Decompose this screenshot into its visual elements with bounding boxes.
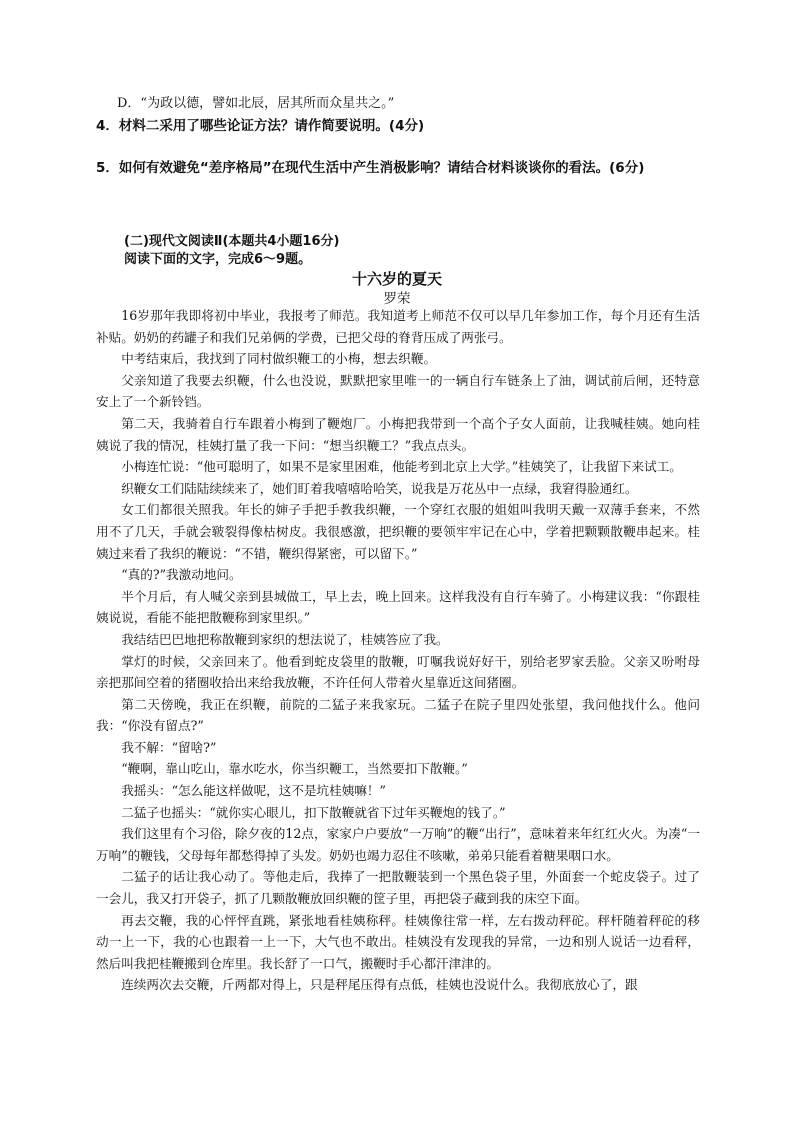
paragraph: 再去交鞭，我的心怦怦直跳，紧张地看桂姨称秤。桂姨像往常一样，左右拨动秤砣。秤杆随着秤砣的移动一上一下，我的心也跟着一上一下，大气也不敢出。桂姨没有发现我的异常，一边和别人说话一边看秤，然后叫我把桂鞭搬到仓库里。我长舒了一口气，搬鞭时手心都汗津津的。 xyxy=(96,912,700,971)
option-d: D．“为政以德，譬如北辰，居其所而众星共之。” xyxy=(117,96,395,111)
paragraph: 16岁那年我即将初中毕业，我报考了师范。我知道考上师范不仅可以早几年参加工作，每个月还有生活补贴。奶奶的药罐子和我们兄弟俩的学费，已把父母的脊背压成了两张弓。 xyxy=(96,308,700,345)
paragraph: 女工们都很关照我。年长的婶子手把手教我织鞭，一个穿红衣服的姐姐叫我明天戴一双薄手套来，不然用不了几天，手就会皲裂得像枯树皮。我很感激，把织鞭的要领牢牢记在心中，学着把颗颗散鞭串起来。桂姨过来看了我织的鞭说：“不错，鞭织得紧密，可以留下。” xyxy=(96,502,700,561)
paragraph: “鞭啊，靠山吃山，靠水吃水，你当织鞭工，当然要扣下散鞭。” xyxy=(121,761,468,777)
paragraph: 掌灯的时候，父亲回来了。他看到蛇皮袋里的散鞭，叮嘱我说好好干，别给老罗家丢脸。父亲又吩咐母亲把那间空着的猪圈收拾出来给我放鞭，不许任何人带着火星靠近这间猪圈。 xyxy=(96,653,700,691)
paragraph: “真的?”我激动地问。 xyxy=(121,567,242,583)
paragraph: 第二天傍晚，我正在织鞭，前院的二猛子来我家玩。二猛子在院子里四处张望，我问他找什么。他问我：“你没有留点?” xyxy=(96,696,700,734)
article-title: 十六岁的夏天 xyxy=(351,270,442,288)
paragraph: 连续两次去交鞭，斤两都对得上，只是秤尾压得有点低，桂姨也没说什么。我彻底放心了，跟 xyxy=(121,977,638,993)
paragraph: 二猛子的话让我心动了。等他走后，我捧了一把散鞭装到一个黑色袋子里，外面套一个蛇皮袋子。过了一会儿，我又打开袋子，抓了几颗散鞭放回织鞭的筐子里，再把袋子藏到我的床空下面。 xyxy=(96,869,700,907)
paragraph: 父亲知道了我要去织鞭，什么也没说，默默把家里唯一的一辆自行车链条上了油，调试前后闸，还特意安上了一个新铃铛。 xyxy=(96,372,700,410)
paragraph: 我结结巴巴地把称散鞭到家织的想法说了，桂姨答应了我。 xyxy=(121,631,449,647)
paragraph: 我不解：“留啥?” xyxy=(121,739,217,755)
paragraph: 小梅连忙说：“他可聪明了，如果不是家里困难，他能考到北京上大学。”桂姨笑了，让我留下来试工。 xyxy=(121,459,682,475)
paragraph: 织鞭女工们陆陆续续来了，她们盯着我嘻嘻哈哈笑，说我是万花丛中一点绿，我窘得脸通红。 xyxy=(121,480,638,496)
article-body xyxy=(96,305,700,996)
section-heading: (二)现代文阅读Ⅱ(本题共4小题16分) xyxy=(124,234,340,249)
paragraph: 二猛子也摇头：“就你实心眼儿，扣下散鞭就省下过年买鞭炮的钱了。” xyxy=(121,804,506,820)
paragraph: 我摇头：“怎么能这样做呢，这不是坑桂姨嘛！” xyxy=(121,783,386,799)
paragraph: 中考结束后，我找到了同村做织鞭工的小梅，想去织鞭。 xyxy=(121,351,437,367)
section-instruction: 阅读下面的文字，完成6～9题。 xyxy=(124,252,312,267)
question-4: 4．材料二采用了哪些论证方法？请作简要说明。(4分) xyxy=(96,118,425,134)
paragraph: 半个月后，有人喊父亲到县城做工，早上去，晚上回来。这样我没有自行车骑了。小梅建议我：“你跟桂姨说说，看能不能把散鞭称到家里织。” xyxy=(96,588,700,626)
paragraph: 第二天，我骑着自行车跟着小梅到了鞭炮厂。小梅把我带到一个高个子女人面前，让我喊桂姨。她向桂姨说了我的情况，桂姨打量了我一下问：“想当织鞭工？”我点点头。 xyxy=(96,415,700,453)
question-5: 5．如何有效避免“差序格局”在现代生活中产生消极影响？请结合材料谈谈你的看法。(6分) xyxy=(96,160,645,176)
article-author: 罗荣 xyxy=(383,291,411,307)
paragraph: 我们这里有个习俗，除夕夜的12点，家家户户要放“一万响”的鞭“出行”，意味着来年红红火火。为凑“一万响”的鞭钱，父母每年都愁得掉了头发。奶奶也竭力忍住不咳嗽，弟弟只能看着糖果咽口水。 xyxy=(96,826,700,863)
